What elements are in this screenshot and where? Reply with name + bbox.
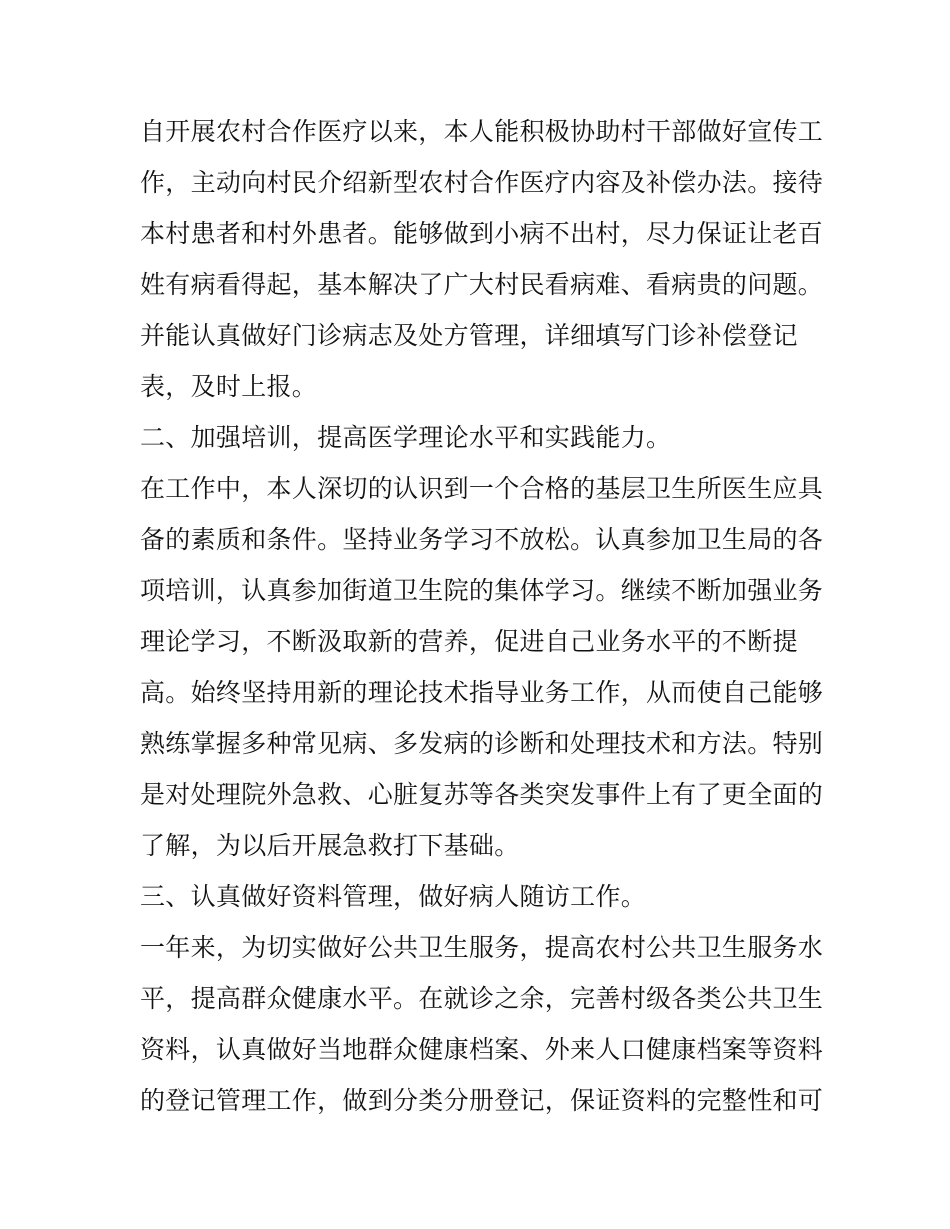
- text-line: 熟练掌握多种常见病、多发病的诊断和处理技术和方法。特别: [140, 729, 824, 758]
- text-line: 自开展农村合作医疗以来，本人能积极协助村干部做好宣传工: [140, 117, 824, 146]
- section-heading-2: 二、加强培训，提高医学理论水平和实践能力。: [140, 423, 672, 452]
- text-line: 资料，认真做好当地群众健康档案、外来人口健康档案等资料: [140, 1035, 824, 1064]
- text-line: 是对处理院外急救、心脏复苏等各类突发事件上有了更全面的: [140, 780, 824, 809]
- text-line: 并能认真做好门诊病志及处方管理，详细填写门诊补偿登记: [140, 321, 798, 350]
- text-line: 理论学习，不断汲取新的营养，促进自己业务水平的不断提: [140, 627, 798, 656]
- text-line: 表，及时上报。: [140, 372, 318, 401]
- text-line: 备的素质和条件。坚持业务学习不放松。认真参加卫生局的各: [140, 525, 824, 554]
- text-line: 平，提高群众健康水平。在就诊之余，完善村级各类公共卫生: [140, 984, 824, 1013]
- section-heading-3: 三、认真做好资料管理，做好病人随访工作。: [140, 882, 647, 911]
- text-line: 的登记管理工作，做到分类分册登记，保证资料的完整性和可: [140, 1086, 824, 1115]
- document-body: [140, 106, 824, 1126]
- text-line: 姓有病看得起，基本解决了广大村民看病难、看病贵的问题。: [140, 270, 824, 299]
- text-line: 一年来，为切实做好公共卫生服务，提高农村公共卫生服务水: [140, 933, 824, 962]
- text-line: 项培训，认真参加街道卫生院的集体学习。继续不断加强业务: [140, 576, 824, 605]
- text-line: 在工作中，本人深切的认识到一个合格的基层卫生所医生应具: [140, 474, 824, 503]
- text-line: 高。始终坚持用新的理论技术指导业务工作，从而使自己能够: [140, 678, 824, 707]
- text-line: 了解，为以后开展急救打下基础。: [140, 831, 520, 860]
- text-line: 本村患者和村外患者。能够做到小病不出村，尽力保证让老百: [140, 219, 824, 248]
- text-line: 作，主动向村民介绍新型农村合作医疗内容及补偿办法。接待: [140, 168, 824, 197]
